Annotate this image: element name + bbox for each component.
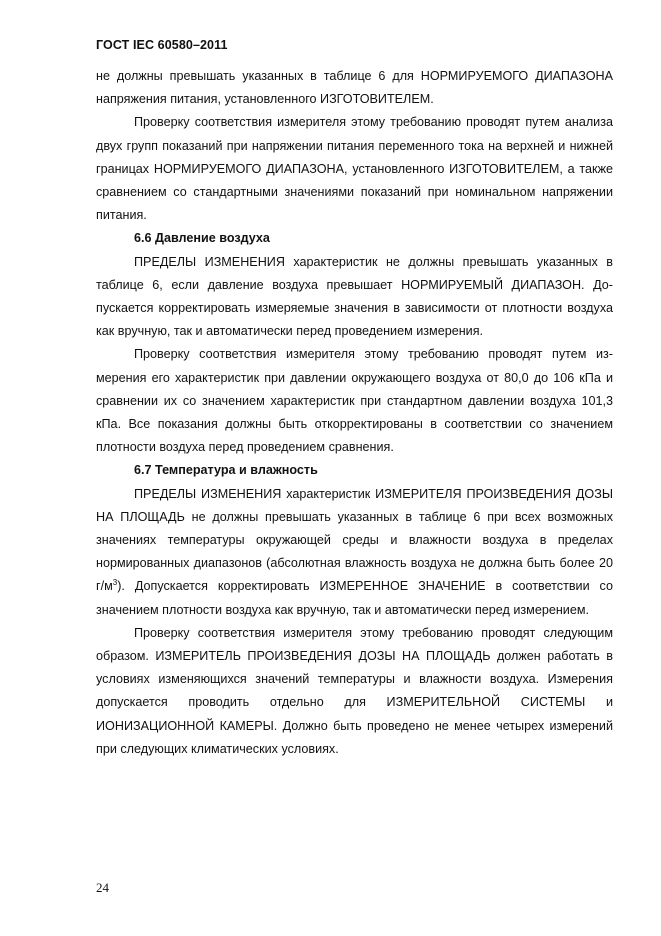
paragraph-air-pressure-verification: Проверку соответствия измерителя этому требованию проводят путем измерения его характеристик при давлении окружающего воздуха от 80,0 до 106 кПа и сравнении их со значением характеристик при стандартном давлении воздуха 101,3 кПа. Все показания должны быть откорректированы в соответствии со значением плотности воздуха перед проведением сравнения. [96,347,613,455]
document-body [96,65,613,761]
section-title-6-6: 6.6 Давление воздуха [134,231,270,246]
section-title-6-7: 6.7 Температура и влажность [134,463,318,478]
paragraph-text-part-b: ). Допускается корректировать ИЗМЕРЕННОЕ ЗНАЧЕНИЕ в соответствии со значением плотности воздуха как вручную, так и автоматически перед измерением. [96,579,613,617]
document-header: ГОСТ IEC 60580–2011 [96,38,228,52]
paragraph-temperature-humidity-verification: Проверку соответствия измерителя этому требованию проводят следующим образом. ИЗМЕРИТЕЛЬ ПРОИЗВЕДЕНИЯ ДОЗЫ НА ПЛОЩАДЬ должен работать в условиях изменяющихся значений температуры и влажности воздуха. Измерения допускается проводить отдельно для ИЗМЕРИТЕЛЬНОЙ СИСТЕМЫ и ИОНИЗАЦИОННОЙ КАМЕРЫ. Должно быть проведено не менее четырех измерений при следующих климатических условиях. [96,625,613,756]
paragraph-verification-supply: Проверку соответствия измерителя этому требованию проводят путем анализа двух групп показаний при напряжении питания переменного тока на верхней и нижней границах НОРМИРУЕМОГО ДИАПАЗОНА, установленного ИЗГОТОВИТЕЛЕМ, а также сравнением со стандартными значениями показаний при номинальном напряжении питания. [96,115,613,223]
superscript-exponent: 3 [112,578,118,588]
paragraph-air-pressure-limits: ПРЕДЕЛЫ ИЗМЕНЕНИЯ характеристик не должны превышать указанных в таблице 6, если давление воздуха превышает НОРМИРУЕМЫЙ ДИАПАЗОН. Допускается корректировать измеряемые значения в зависимости от плотности воздуха как вручную, так и автоматически перед проведением измерения. [96,254,613,339]
paragraph-text-part-a: ПРЕДЕЛЫ ИЗМЕНЕНИЯ характеристик ИЗМЕРИТЕЛЯ ПРОИЗВЕДЕНИЯ ДОЗЫ НА ПЛОЩАДЬ не должны превышать указанных в таблице 6 при всех возможных значениях температуры окружающей среды и влажности воздуха в пределах нормированных диапазонов (абсолютная влажность воздуха не должна быть более 20 г/м [96,486,613,594]
page-number: 24 [96,880,109,895]
paragraph-temperature-humidity-limits [96,483,613,622]
paragraph-continuation: не должны превышать указанных в таблице 6 для НОРМИРУЕМОГО ДИАПАЗОНА напряжения питания, установленного ИЗГОТОВИТЕЛЕМ. [96,69,613,107]
